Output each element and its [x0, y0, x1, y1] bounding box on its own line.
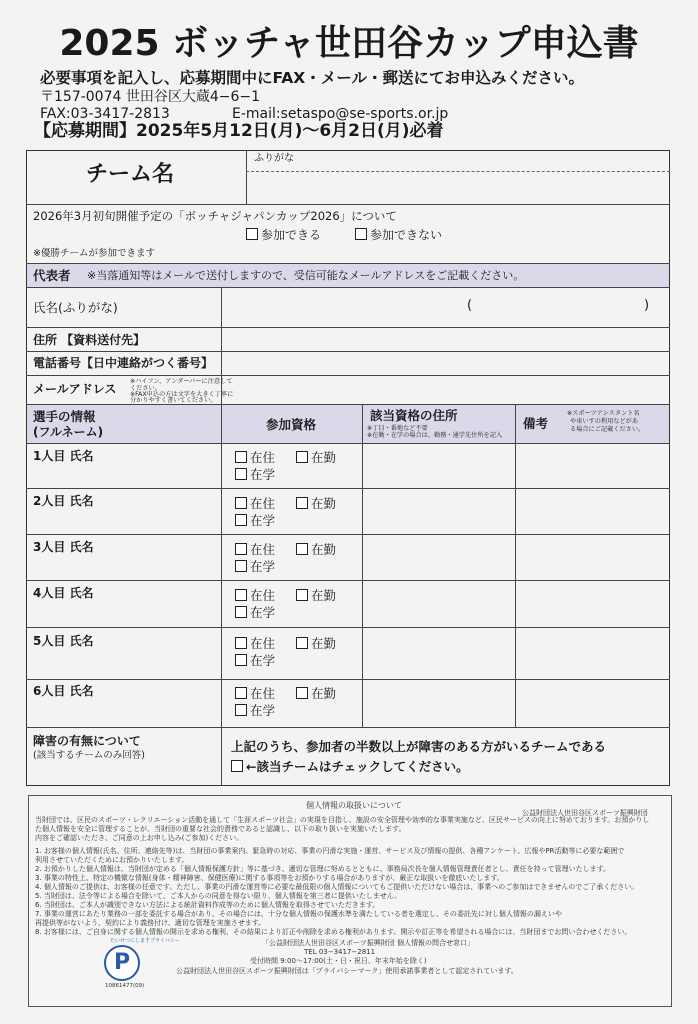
player-2-address-field[interactable]	[363, 489, 515, 534]
player-4-school-option[interactable]	[235, 605, 275, 620]
representative-note: ※当落通知等はメールで送付しますので、受信可能なメールアドレスをご記載ください。	[87, 269, 525, 282]
disability-text: 上記のうち、参加者の半数以上が障害のある方がいるチームである	[231, 739, 607, 754]
player-5-work-option[interactable]	[296, 636, 336, 651]
players-qualification-header: 参加資格	[266, 417, 317, 432]
disability-checkbox[interactable]	[231, 760, 243, 772]
player-3-resident-checkbox[interactable]	[235, 543, 247, 555]
rep-email-label: メールアドレス	[33, 382, 117, 396]
privacy-line-12: 7. 事業の運営にあたり業務の一部を委託する場合があり、その場合には、十分な個人情報の保護水準を満たしている者を選定し、その委託先に対し個人情報の漏えいや	[35, 910, 562, 918]
player-2-resident-label: 在住	[250, 496, 276, 511]
player-2-school-option[interactable]	[235, 513, 275, 528]
privacy-contact-tel: TEL 03−3417−2811	[304, 948, 376, 956]
player-4-address-field[interactable]	[363, 581, 515, 626]
player-2-remarks-field[interactable]	[516, 489, 670, 534]
player-5-name-label: 5人目 氏名	[33, 634, 94, 648]
player-6-resident-checkbox[interactable]	[235, 687, 247, 699]
players-address-note-2: ※在勤・在学の場合は、勤務・通学先住所を記入	[367, 432, 503, 439]
player-1-resident-label: 在住	[250, 450, 276, 465]
player-6-school-label: 在学	[250, 703, 276, 718]
pmark-caption: たいせつにしますプライバシー	[110, 938, 180, 944]
japan-cup-note: ※優勝チームが参加できます	[33, 248, 155, 259]
team-furigana-label: ふりがな	[254, 153, 294, 164]
japan-cup-yes-option[interactable]	[246, 228, 321, 242]
instruction-text: 必要事項を記入し、応募期間中にFAX・メール・郵送にてお申込みください。	[40, 69, 584, 87]
japan-cup-yes-label: 参加できる	[261, 228, 322, 242]
player-5-resident-checkbox[interactable]	[235, 637, 247, 649]
player-3-address-field[interactable]	[363, 535, 515, 580]
player-4-school-label: 在学	[250, 605, 276, 620]
player-5-school-label: 在学	[250, 653, 276, 668]
privacy-mark-logo	[104, 945, 140, 981]
privacy-line-5: 1. お客様の個人情報(氏名、住所、連絡先等)は、当財団の事業案内、緊急時の対応、事業の円滑な実施・運営、サービス及び情報の提供、各種アンケート、広報やPR活動等に必要な範囲で	[35, 847, 625, 855]
rep-email-note-2: ください。	[130, 385, 161, 392]
japan-cup-yes-checkbox[interactable]	[246, 228, 258, 240]
player-2-work-option[interactable]	[296, 496, 336, 511]
team-name-label: チーム名	[86, 162, 175, 187]
rep-address-label: 住所 【資料送付先】	[33, 333, 146, 347]
player-6-name-label: 6人目 氏名	[33, 684, 94, 698]
player-6-work-label: 在勤	[311, 686, 337, 701]
players-remarks-header: 備考	[523, 416, 549, 431]
privacy-line-11: 6. 当財団は、ご本人が識別できない方法による統計資料作成等のために個人情報を取得させていただきます。	[35, 901, 380, 909]
player-1-school-label: 在学	[250, 467, 276, 482]
player-1-remarks-field[interactable]	[516, 444, 670, 488]
player-4-work-checkbox[interactable]	[296, 589, 308, 601]
privacy-organization: 公益財団法人世田谷区スポーツ振興財団	[522, 809, 648, 817]
player-5-remarks-field[interactable]	[516, 628, 670, 678]
privacy-line-3: 内容をご確認いただき、ご同意の上お申し込み(ご参加)ください。	[35, 834, 244, 842]
player-4-remarks-field[interactable]	[516, 581, 670, 626]
players-info-header: 選手の情報	[33, 409, 96, 424]
privacy-title: 個人情報の取扱いについて	[306, 801, 402, 810]
japan-cup-no-option[interactable]	[355, 228, 442, 242]
pmark-number: 10861477(09)	[105, 983, 145, 989]
player-1-school-checkbox[interactable]	[235, 468, 247, 480]
player-5-work-checkbox[interactable]	[296, 637, 308, 649]
player-6-school-option[interactable]	[235, 703, 275, 718]
players-remarks-note-2: や車いすの利用などがあ	[570, 418, 639, 425]
team-name-field[interactable]	[246, 172, 670, 204]
players-address-header: 該当資格の住所	[370, 408, 458, 423]
privacy-line-10: 5. 当財団は、法令等による場合を除いて、ご本人からの同意を得ない限り、個人情報を第三者に提供いたしません。	[35, 892, 402, 900]
player-3-resident-option[interactable]	[235, 542, 275, 557]
postal-address: 〒157-0074 世田谷区大蔵4−6−1	[40, 89, 261, 105]
privacy-line-8: 3. 事業の特性上、特定の機微な情報(身体・精神障害、保健医療)に関する事項等をお預かりする場合がありますが、厳正な取扱いを徹底いたします。	[35, 874, 504, 882]
player-3-name-label: 3人目 氏名	[33, 540, 94, 554]
rep-email-note-1: ※ハイフン、アンダーバーに注意して	[130, 378, 233, 385]
player-1-work-option[interactable]	[296, 450, 336, 465]
rep-phone-label: 電話番号【日中連絡がつく番号】	[33, 356, 214, 370]
player-1-name-field[interactable]	[27, 464, 221, 488]
player-2-resident-checkbox[interactable]	[235, 497, 247, 509]
player-6-resident-label: 在住	[250, 686, 276, 701]
player-5-school-option[interactable]	[235, 653, 275, 668]
player-6-remarks-field[interactable]	[516, 680, 670, 726]
player-5-address-field[interactable]	[363, 628, 515, 678]
privacy-contact-org: 「公益財団法人世田谷区スポーツ振興財団 個人情報の問合せ窓口」	[262, 939, 474, 947]
player-6-school-checkbox[interactable]	[235, 704, 247, 716]
japan-cup-no-checkbox[interactable]	[355, 228, 367, 240]
japan-cup-question: 2026年3月初旬開催予定の「ボッチャジャパンカップ2026」について	[33, 209, 397, 223]
disability-label: 障害の有無について	[33, 734, 141, 748]
player-6-name-field[interactable]	[27, 700, 221, 726]
player-1-name-label: 1人目 氏名	[33, 449, 94, 463]
rep-email-field[interactable]	[222, 376, 670, 404]
privacy-pmark-text: 公益財団法人世田谷区スポーツ振興財団は「プライバシーマーク」使用承諾事業者として認定されています。	[176, 967, 518, 975]
player-3-remarks-field[interactable]	[516, 535, 670, 580]
players-address-note-1: ※丁目・番地など不要	[367, 425, 428, 432]
privacy-line-1: 当財団では、区民のスポーツ・レクリエーション活動を通して「生涯スポーツ社会」の実現を目指し、施設の安全管理や効率的な事業実施など、区民サービスの向上に努めております。お預かりし	[35, 816, 650, 824]
privacy-contact-hours: 受付時間 9:00〜17:00(土・日・祝日、年末年始を除く)	[250, 957, 427, 965]
player-3-school-option[interactable]	[235, 559, 275, 574]
player-5-resident-option[interactable]	[235, 636, 275, 651]
disability-check-label: ←該当チームはチェックしてください。	[246, 759, 469, 774]
player-4-work-option[interactable]	[296, 588, 336, 603]
representative-label: 代表者	[33, 268, 71, 283]
players-remarks-note-1: ※スポーツアシスタント名	[567, 410, 640, 417]
player-4-work-label: 在勤	[311, 588, 337, 603]
japan-cup-no-label: 参加できない	[370, 228, 443, 242]
rep-address-field[interactable]	[222, 328, 670, 350]
player-6-resident-option[interactable]	[235, 686, 275, 701]
player-1-work-label: 在勤	[311, 450, 337, 465]
privacy-line-13: 再提供等がないよう、契約により義務付け、適切な管理を実施させます。	[35, 919, 266, 927]
player-2-work-checkbox[interactable]	[296, 497, 308, 509]
player-2-school-label: 在学	[250, 513, 276, 528]
player-5-resident-label: 在住	[250, 636, 276, 651]
privacy-line-2: た個人情報を安全に管理することが、当財団の重要な社会的責務であると認識し、以下の取り扱いを実施いたします。	[35, 825, 406, 833]
player-3-school-checkbox[interactable]	[235, 560, 247, 572]
application-period: 【応募期間】2025年5月12日(月)〜6月2日(月)必着	[34, 121, 444, 141]
player-1-school-option[interactable]	[235, 467, 275, 482]
player-3-name-field[interactable]	[27, 556, 221, 580]
disability-sublabel: (該当するチームのみ回答)	[33, 750, 145, 761]
fax-number: FAX:03-3417-2813	[40, 106, 170, 122]
player-4-school-checkbox[interactable]	[235, 606, 247, 618]
form-title: 2025 ボッチャ世田谷カップ申込書	[59, 23, 639, 64]
players-info-subheader: (フルネーム)	[33, 425, 104, 439]
rep-phone-field[interactable]	[222, 352, 670, 374]
player-1-resident-checkbox[interactable]	[235, 451, 247, 463]
rep-email-note-3: ※FAX申込の方は文字を大きく丁寧に	[130, 391, 234, 398]
player-6-work-option[interactable]	[296, 686, 336, 701]
rep-name-label: 氏名(ふりがな)	[33, 300, 118, 315]
player-3-work-label: 在勤	[311, 542, 337, 557]
player-3-work-option[interactable]	[296, 542, 336, 557]
privacy-mark-icon: P	[113, 950, 131, 975]
disability-check-option[interactable]	[231, 759, 469, 774]
rep-name-paren-open: (	[467, 298, 473, 313]
player-4-resident-option[interactable]	[235, 588, 275, 603]
privacy-line-14: 8. お客様には、ご自身に関する個人情報の開示を求める権利、その結果により訂正や削除を求める権利があります。開示や訂正等を希望される場合には、当財団までお問い合わせください。	[35, 928, 632, 936]
player-2-name-field[interactable]	[27, 510, 221, 534]
privacy-line-6: 利用させていただくためにお預かりいたします。	[35, 856, 189, 864]
player-5-work-label: 在勤	[311, 636, 337, 651]
player-2-school-checkbox[interactable]	[235, 514, 247, 526]
player-6-work-checkbox[interactable]	[296, 687, 308, 699]
player-4-name-field[interactable]	[27, 602, 221, 626]
rep-email-note-4: 分かりやすく書いてください。	[130, 397, 217, 404]
player-6-address-field[interactable]	[363, 680, 515, 726]
player-4-name-label: 4人目 氏名	[33, 586, 94, 600]
player-3-resident-label: 在住	[250, 542, 276, 557]
player-1-resident-option[interactable]	[235, 450, 275, 465]
player-2-work-label: 在勤	[311, 496, 337, 511]
player-4-resident-checkbox[interactable]	[235, 589, 247, 601]
rep-name-field[interactable]	[222, 288, 670, 327]
rep-name-paren-close: )	[644, 298, 650, 313]
player-5-school-checkbox[interactable]	[235, 654, 247, 666]
player-1-work-checkbox[interactable]	[296, 451, 308, 463]
privacy-line-7: 2. お預かりした個人情報は、当財団が定める「個人情報保護方針」等に基づき、適切な管理に努めるとともに、事務局次長を個人情報管理責任者とし、責任を持って管理いたします。	[35, 865, 611, 873]
privacy-line-9: 4. 個人情報のご提供は、お客様の任意です。ただし、事業の円滑な運営等に必要な最低限の個人情報についてもご提供いただけない場合は、事業へのご参加はできませんのでご了承ください。	[35, 883, 639, 891]
player-2-resident-option[interactable]	[235, 496, 275, 511]
player-2-name-label: 2人目 氏名	[33, 494, 94, 508]
player-1-address-field[interactable]	[363, 444, 515, 488]
player-3-work-checkbox[interactable]	[296, 543, 308, 555]
player-5-name-field[interactable]	[27, 650, 221, 674]
players-remarks-note-3: る場合にご記載ください。	[570, 426, 645, 433]
player-4-resident-label: 在住	[250, 588, 276, 603]
player-3-school-label: 在学	[250, 559, 276, 574]
email-address: E-mail:setaspo@se-sports.or.jp	[232, 106, 449, 122]
